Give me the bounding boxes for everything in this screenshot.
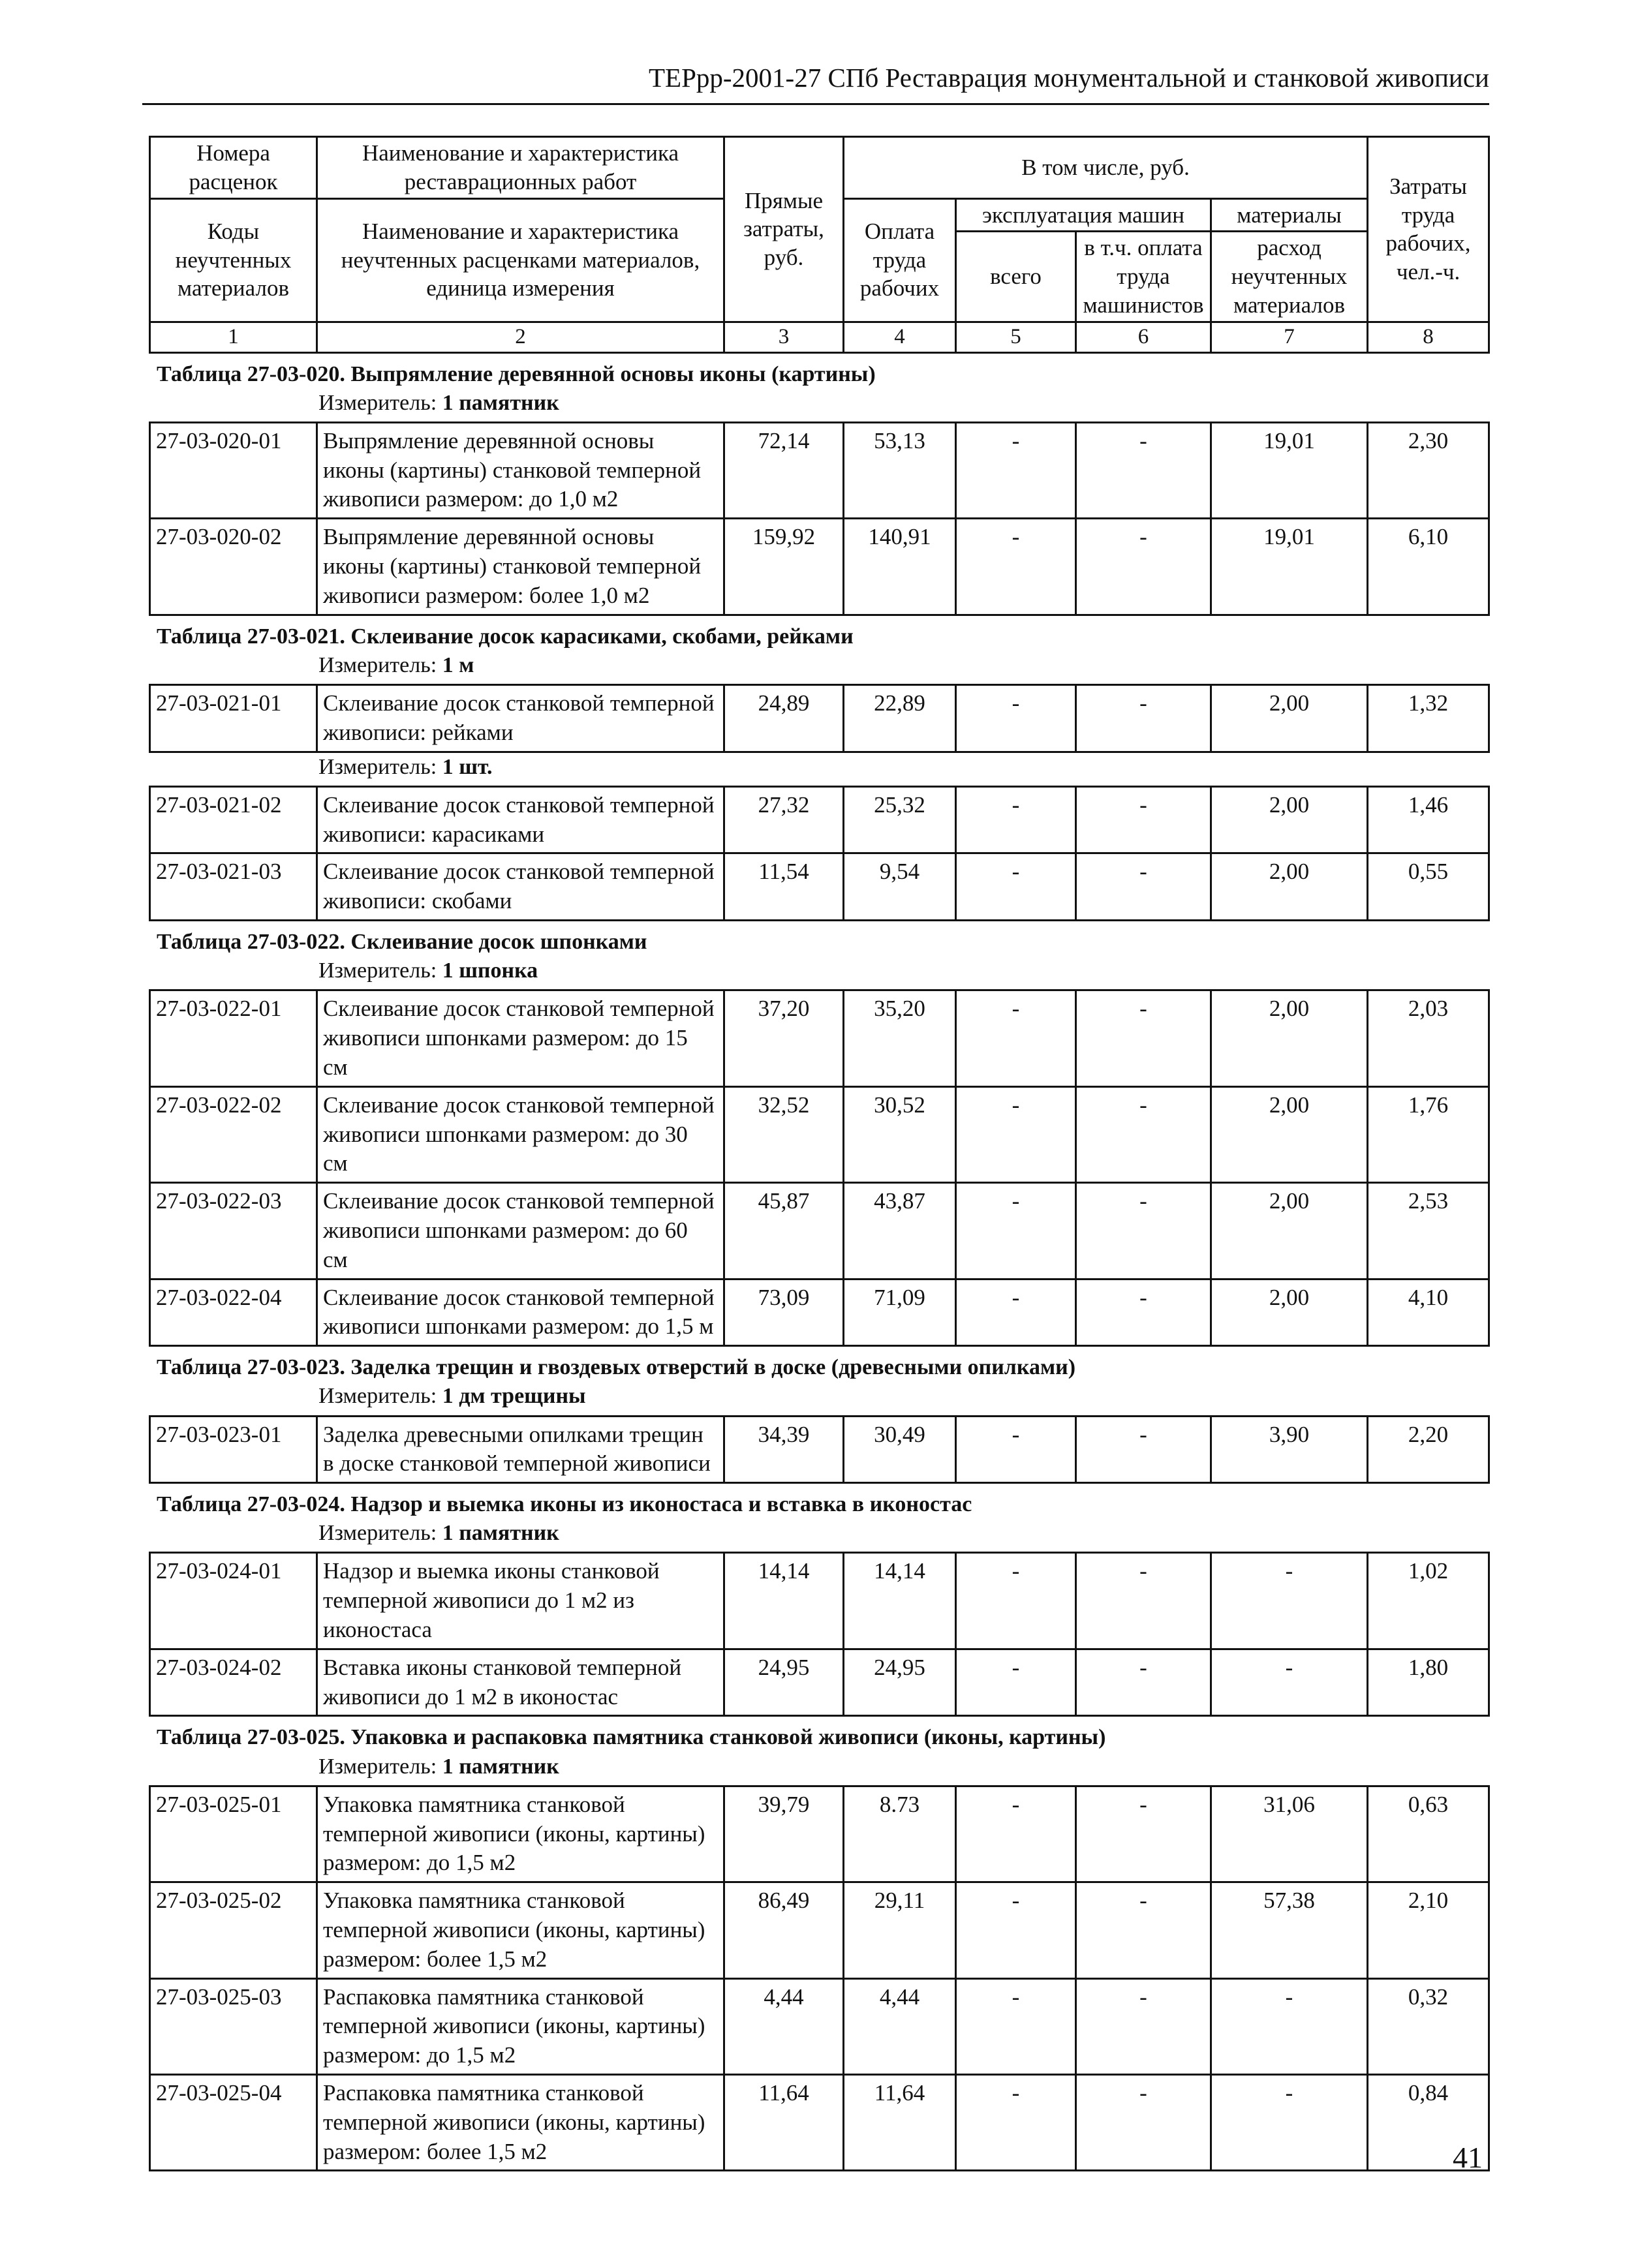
measure-value: 1 м (442, 652, 474, 677)
cell-labor: 11,64 (844, 2075, 956, 2171)
cell-mach: - (956, 1649, 1076, 1716)
cell-name: Заделка древесными опилками трещин в доске станковой темперной живописи (317, 1416, 724, 1483)
cell-mach-labor: - (1076, 1978, 1211, 2074)
cell-labor: 9,54 (844, 853, 956, 921)
cell-name: Склеивание досок станковой темперной живописи шпонками размером: до 15 см (317, 990, 724, 1086)
cell-direct: 86,49 (724, 1882, 844, 1978)
cell-name: Склеивание досок станковой темперной живописи шпонками размером: до 1,5 м (317, 1279, 724, 1346)
table-row (150, 1416, 1489, 1483)
column-number-cell: 6 (1076, 322, 1211, 352)
cell-name: Упаковка памятника станковой темперной живописи (иконы, картины) размером: более 1,5 м2 (317, 1882, 724, 1978)
header-divider (142, 103, 1489, 105)
cell-mat: - (1211, 1649, 1368, 1716)
column-number-cell: 8 (1368, 322, 1489, 352)
cell-mach-labor: - (1076, 786, 1211, 853)
column-number-cell: 2 (317, 322, 724, 352)
cell-mat: 2,00 (1211, 786, 1368, 853)
table-row (150, 1086, 1489, 1182)
sections-container (149, 360, 1488, 2172)
cell-hours: 2,30 (1368, 422, 1489, 518)
cell-mach-labor: - (1076, 2075, 1211, 2171)
measure-label: Измеритель: (318, 1384, 437, 1409)
cell-code: 27-03-025-03 (150, 1978, 317, 2074)
cell-hours: 4,10 (1368, 1279, 1489, 1346)
table-row (150, 853, 1489, 921)
column-number-cell: 5 (956, 322, 1076, 352)
cell-direct: 4,44 (724, 1978, 844, 2074)
cell-direct: 72,14 (724, 422, 844, 518)
cell-code: 27-03-020-02 (150, 519, 317, 615)
cell-direct: 45,87 (724, 1183, 844, 1279)
cell-hours: 1,76 (1368, 1086, 1489, 1182)
cell-direct: 37,20 (724, 990, 844, 1086)
measure-line (318, 1753, 1488, 1781)
measure-line (318, 753, 1488, 782)
cell-name: Упаковка памятника станковой темперной живописи (иконы, картины) размером: до 1,5 м2 (317, 1786, 724, 1882)
cell-mach-labor: - (1076, 1086, 1211, 1182)
cell-mat: 19,01 (1211, 519, 1368, 615)
price-table (149, 136, 1488, 2171)
table-header (149, 136, 1490, 354)
cell-code: 27-03-024-01 (150, 1553, 317, 1649)
cell-mach: - (956, 853, 1076, 921)
cell-name: Склеивание досок станковой темперной живописи шпонками размером: до 60 см (317, 1183, 724, 1279)
cell-mach: - (956, 1786, 1076, 1882)
cell-hours: 1,02 (1368, 1553, 1489, 1649)
cell-name: Склеивание досок станковой темперной живописи шпонками размером: до 30 см (317, 1086, 724, 1182)
rate-table (149, 786, 1490, 921)
cell-mach: - (956, 1553, 1076, 1649)
cell-labor: 30,49 (844, 1416, 956, 1483)
measure-value: 1 шт. (442, 754, 493, 779)
col7-header: расход неучтенных материалов (1211, 232, 1368, 322)
cell-labor: 22,89 (844, 685, 956, 752)
col4-header: Оплата труда рабочих (844, 198, 956, 322)
cell-mat: 2,00 (1211, 1183, 1368, 1279)
cell-name: Выпрямление деревянной основы иконы (картины) станковой темперной живописи размером: до 1,0 м2 (317, 422, 724, 518)
cell-mach: - (956, 519, 1076, 615)
cell-mach-labor: - (1076, 1882, 1211, 1978)
cell-mach-labor: - (1076, 1649, 1211, 1716)
cell-labor: 25,32 (844, 786, 956, 853)
cell-direct: 32,52 (724, 1086, 844, 1182)
cell-direct: 11,64 (724, 2075, 844, 2171)
cell-code: 27-03-022-02 (150, 1086, 317, 1182)
table-row (150, 1882, 1489, 1978)
cell-mach-labor: - (1076, 1553, 1211, 1649)
cell-code: 27-03-025-02 (150, 1882, 317, 1978)
col6-header: в т.ч. оплата труда машинистов (1076, 232, 1211, 322)
cell-hours: 0,63 (1368, 1786, 1489, 1882)
cell-mach-labor: - (1076, 853, 1211, 921)
cell-mach-labor: - (1076, 422, 1211, 518)
rate-table (149, 1552, 1490, 1717)
column-numbers-row (150, 322, 1489, 352)
cell-mat: 31,06 (1211, 1786, 1368, 1882)
measure-line (318, 389, 1488, 418)
cell-code: 27-03-020-01 (150, 422, 317, 518)
cell-name: Вставка иконы станковой темперной живописи до 1 м2 в иконостас (317, 1649, 724, 1716)
measure-label: Измеритель: (318, 1521, 437, 1546)
cell-mach-labor: - (1076, 519, 1211, 615)
cell-direct: 11,54 (724, 853, 844, 921)
cell-hours: 2,20 (1368, 1416, 1489, 1483)
column-number-cell: 7 (1211, 322, 1368, 352)
column-number-cell: 1 (150, 322, 317, 352)
cell-direct: 34,39 (724, 1416, 844, 1483)
cell-direct: 14,14 (724, 1553, 844, 1649)
col3-header: Прямые затраты, руб. (724, 137, 844, 322)
cell-hours: 2,10 (1368, 1882, 1489, 1978)
cell-labor: 35,20 (844, 990, 956, 1086)
page-number: 41 (1453, 2141, 1483, 2174)
cell-code: 27-03-022-01 (150, 990, 317, 1086)
table-row (150, 2075, 1489, 2171)
cell-name: Выпрямление деревянной основы иконы (картины) станковой темперной живописи размером: более 1,0 м2 (317, 519, 724, 615)
cell-hours: 1,46 (1368, 786, 1489, 853)
rate-table (149, 1415, 1490, 1484)
section-title: Таблица 27-03-022. Склеивание досок шпонками (157, 930, 647, 954)
cell-mach-labor: - (1076, 1786, 1211, 1882)
cell-direct: 73,09 (724, 1279, 844, 1346)
cell-labor: 71,09 (844, 1279, 956, 1346)
cell-mach: - (956, 1882, 1076, 1978)
cell-mat: 2,00 (1211, 990, 1368, 1086)
cell-mach: - (956, 422, 1076, 518)
column-number-cell: 4 (844, 322, 956, 352)
col1-bottom-header: Коды неучтенных материалов (150, 198, 317, 322)
cell-mat: 2,00 (1211, 685, 1368, 752)
measure-label: Измеритель: (318, 1754, 437, 1779)
cell-mach: - (956, 2075, 1076, 2171)
cell-code: 27-03-025-04 (150, 2075, 317, 2171)
measure-value: 1 памятник (442, 390, 559, 415)
cell-code: 27-03-025-01 (150, 1786, 317, 1882)
measure-value: 1 памятник (442, 1754, 559, 1779)
measure-label: Измеритель: (318, 958, 437, 983)
section-title: Таблица 27-03-024. Надзор и выемка иконы из иконостаса и вставка в иконостас (157, 1492, 972, 1517)
cell-name: Склеивание досок станковой темперной живописи: скобами (317, 853, 724, 921)
cell-code: 27-03-022-04 (150, 1279, 317, 1346)
cell-mat: 2,00 (1211, 1086, 1368, 1182)
cell-code: 27-03-021-02 (150, 786, 317, 853)
measure-label: Измеритель: (318, 754, 437, 779)
table-row (150, 786, 1489, 853)
cell-code: 27-03-024-02 (150, 1649, 317, 1716)
col8-header: Затраты труда рабочих, чел.-ч. (1368, 137, 1489, 322)
section-title: Таблица 27-03-023. Заделка трещин и гвоздевых отверстий в доске (древесными опилками) (157, 1355, 1076, 1380)
cell-labor: 30,52 (844, 1086, 956, 1182)
section-title: Таблица 27-03-020. Выпрямление деревянной основы иконы (картины) (157, 361, 876, 386)
cell-mach: - (956, 786, 1076, 853)
cell-direct: 39,79 (724, 1786, 844, 1882)
cell-mat: - (1211, 1978, 1368, 2074)
section-title: Таблица 27-03-025. Упаковка и распаковка памятника станковой живописи (иконы, картины) (157, 1725, 1106, 1750)
measure-value: 1 дм трещины (442, 1384, 586, 1409)
column-number-cell: 3 (724, 322, 844, 352)
rate-table (149, 421, 1490, 616)
measure-line (318, 1382, 1488, 1411)
group-header: В том числе, руб. (844, 137, 1368, 199)
col1-top-header: Номера расценок (150, 137, 317, 199)
col2-bottom-header: Наименование и характеристика неучтенных расценками материалов, единица измерения (317, 198, 724, 322)
cell-name: Склеивание досок станковой темперной живописи: рейками (317, 685, 724, 752)
cell-mach-labor: - (1076, 685, 1211, 752)
cell-code: 27-03-022-03 (150, 1183, 317, 1279)
measure-line (318, 1519, 1488, 1548)
rate-table (149, 684, 1490, 753)
cell-mach: - (956, 1183, 1076, 1279)
cell-hours: 2,53 (1368, 1183, 1489, 1279)
cell-code: 27-03-021-01 (150, 685, 317, 752)
cell-hours: 1,80 (1368, 1649, 1489, 1716)
cell-hours: 0,32 (1368, 1978, 1489, 2074)
rate-table (149, 1785, 1490, 2172)
cell-hours: 1,32 (1368, 685, 1489, 752)
cell-mach-labor: - (1076, 1279, 1211, 1346)
cell-hours: 6,10 (1368, 519, 1489, 615)
cell-labor: 53,13 (844, 422, 956, 518)
cell-mat: 2,00 (1211, 1279, 1368, 1346)
cell-mach-labor: - (1076, 1416, 1211, 1483)
cell-mach: - (956, 1978, 1076, 2074)
cell-direct: 24,89 (724, 685, 844, 752)
col2-top-header: Наименование и характеристика реставрационных работ (317, 137, 724, 199)
cell-mach: - (956, 685, 1076, 752)
materials-header: материалы (1211, 198, 1368, 232)
col5-header: всего (956, 232, 1076, 322)
table-row (150, 1553, 1489, 1649)
cell-direct: 159,92 (724, 519, 844, 615)
measure-line (318, 651, 1488, 680)
cell-mat: 19,01 (1211, 422, 1368, 518)
cell-direct: 24,95 (724, 1649, 844, 1716)
cell-mach: - (956, 1279, 1076, 1346)
cell-labor: 24,95 (844, 1649, 956, 1716)
measure-line (318, 957, 1488, 985)
cell-labor: 29,11 (844, 1882, 956, 1978)
cell-hours: 0,55 (1368, 853, 1489, 921)
section-title: Таблица 27-03-021. Склеивание досок карасиками, скобами, рейками (157, 624, 854, 649)
measure-label: Измеритель: (318, 390, 437, 415)
cell-mach: - (956, 990, 1076, 1086)
table-row (150, 990, 1489, 1086)
cell-mach: - (956, 1086, 1076, 1182)
cell-hours: 2,03 (1368, 990, 1489, 1086)
rate-table (149, 989, 1490, 1347)
cell-labor: 140,91 (844, 519, 956, 615)
table-row (150, 1183, 1489, 1279)
cell-labor: 43,87 (844, 1183, 956, 1279)
table-row (150, 519, 1489, 615)
table-row (150, 1786, 1489, 1882)
table-row (150, 1978, 1489, 2074)
cell-direct: 27,32 (724, 786, 844, 853)
cell-hours: 0,84 (1368, 2075, 1489, 2171)
measure-label: Измеритель: (318, 652, 437, 677)
measure-value: 1 памятник (442, 1521, 559, 1546)
measure-value: 1 шпонка (442, 958, 538, 983)
machines-header: эксплуатация машин (956, 198, 1211, 232)
cell-labor: 4,44 (844, 1978, 956, 2074)
document-header-title: ТЕРрр-2001-27 СПб Реставрация монументальной и станковой живописи (649, 63, 1489, 93)
table-row (150, 1279, 1489, 1346)
cell-mat: 2,00 (1211, 853, 1368, 921)
cell-name: Распаковка памятника станковой темперной живописи (иконы, картины) размером: более 1,5 м2 (317, 2075, 724, 2171)
cell-mach-labor: - (1076, 1183, 1211, 1279)
cell-mach-labor: - (1076, 990, 1211, 1086)
cell-name: Склеивание досок станковой темперной живописи: карасиками (317, 786, 724, 853)
cell-name: Распаковка памятника станковой темперной живописи (иконы, картины) размером: до 1,5 м2 (317, 1978, 724, 2074)
cell-labor: 14,14 (844, 1553, 956, 1649)
table-row (150, 422, 1489, 518)
table-row (150, 1649, 1489, 1716)
cell-name: Надзор и выемка иконы станковой темперной живописи до 1 м2 из иконостаса (317, 1553, 724, 1649)
cell-mat: - (1211, 2075, 1368, 2171)
cell-mat: - (1211, 1553, 1368, 1649)
cell-code: 27-03-023-01 (150, 1416, 317, 1483)
cell-mat: 57,38 (1211, 1882, 1368, 1978)
cell-labor: 8.73 (844, 1786, 956, 1882)
cell-mat: 3,90 (1211, 1416, 1368, 1483)
cell-mach: - (956, 1416, 1076, 1483)
table-row (150, 685, 1489, 752)
cell-code: 27-03-021-03 (150, 853, 317, 921)
